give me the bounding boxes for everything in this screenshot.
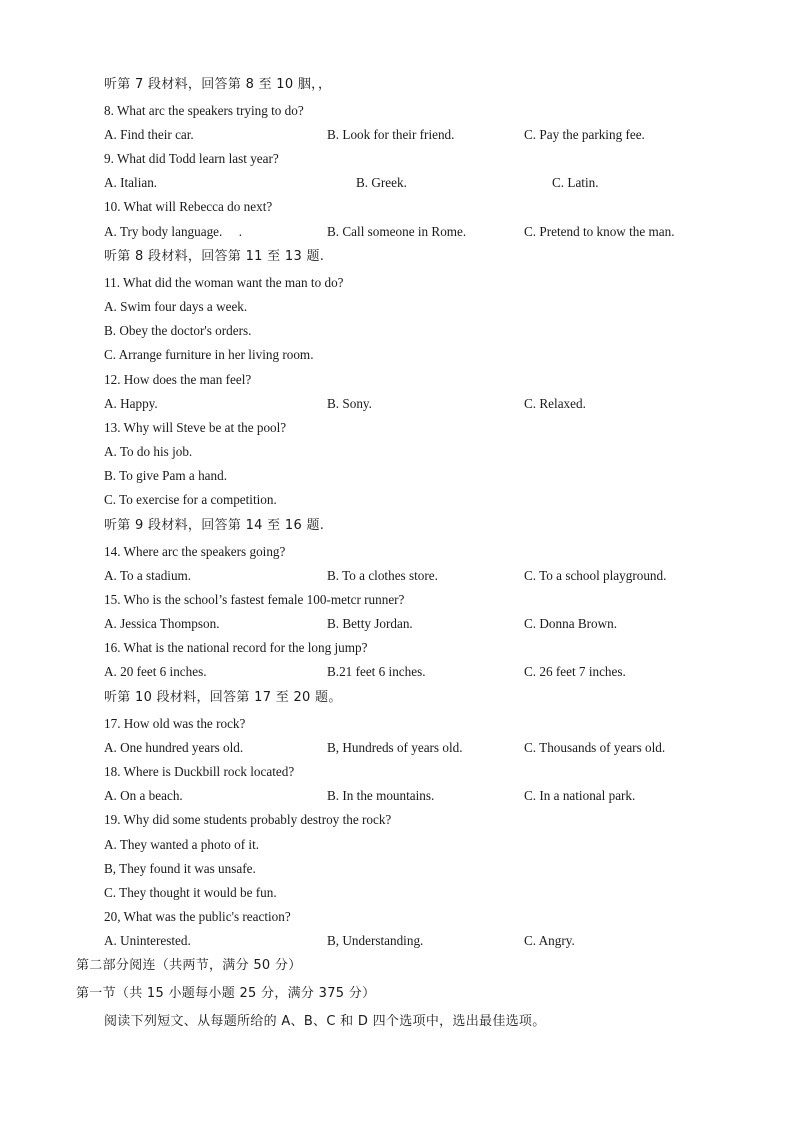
question-18-option-c: C. In a national park. [524, 788, 636, 803]
question-15-option-c: C. Donna Brown. [524, 616, 618, 631]
section-8-header: 听第 8 段材料，回答第 11 至 13 题. [104, 249, 325, 264]
question-16-option-a: A. 20 feet 6 inches. [104, 664, 207, 679]
question-9-stem: 9. What did Todd learn last year? [104, 151, 279, 166]
question-12-option-b: B. Sony. [327, 396, 372, 411]
question-12-options [0, 395, 793, 413]
section-10-header: 听第 10 段材料，回答第 17 至 20 题。 [104, 690, 342, 705]
question-17-option-a: A. One hundred years old. [104, 740, 244, 755]
question-10-stem: 10. What will Rebecca do next? [104, 199, 273, 214]
question-14-options [0, 567, 793, 585]
question-16-option-b: B.21 feet 6 inches. [327, 664, 426, 679]
question-13-option-b: B. To give Pam a hand. [104, 468, 228, 483]
question-15-stem: 15. Who is the school’s fastest female 100-metcr runner? [104, 592, 405, 607]
question-8-options [0, 126, 793, 144]
section-9-header: 听第 9 段材料，回答第 14 至 16 题. [104, 518, 325, 533]
part-2-title: 第二部分阅连（共两节，满分 50 分） [76, 958, 302, 973]
question-9-option-a: A. Italian. [104, 175, 158, 190]
question-18-option-a: A. On a beach. [104, 788, 183, 803]
question-11-option-b: B. Obey the doctor's orders. [104, 323, 252, 338]
question-10-option-c: C. Pretend to know the man. [524, 224, 675, 239]
question-16-stem: 16. What is the national record for the long jump? [104, 640, 368, 655]
question-20-options [0, 932, 793, 950]
question-18-option-b: B. In the mountains. [327, 788, 435, 803]
question-15-options [0, 615, 793, 633]
question-19-option-b: B, They found it was unsafe. [104, 861, 256, 876]
question-8-option-c: C. Pay the parking fee. [524, 127, 645, 142]
question-18-stem: 18. Where is Duckbill rock located? [104, 764, 295, 779]
question-20-stem: 20, What was the public's reaction? [104, 909, 291, 924]
question-16-options [0, 663, 793, 681]
question-19-option-c: C. They thought it would be fun. [104, 885, 277, 900]
question-11-stem: 11. What did the woman want the man to do? [104, 275, 344, 290]
question-8-option-b: B. Look for their friend. [327, 127, 455, 142]
question-20-option-b: B, Understanding. [327, 933, 424, 948]
question-9-option-b: B. Greek. [356, 175, 407, 190]
question-17-option-b: B, Hundreds of years old. [327, 740, 463, 755]
question-10-option-a: A. Try body language. . [104, 224, 243, 239]
question-12-stem: 12. How does the man feel? [104, 372, 252, 387]
question-13-stem: 13. Why will Steve be at the pool? [104, 420, 287, 435]
question-18-options [0, 787, 793, 805]
question-12-option-c: C. Relaxed. [524, 396, 586, 411]
question-11-option-c: C. Arrange furniture in her living room. [104, 347, 314, 362]
question-15-option-a: A. Jessica Thompson. [104, 616, 220, 631]
question-14-option-b: B. To a clothes store. [327, 568, 438, 583]
question-19-stem: 19. Why did some students probably destroy the rock? [104, 812, 392, 827]
question-9-options [0, 174, 793, 192]
question-14-option-c: C. To a school playground. [524, 568, 667, 583]
question-17-stem: 17. How old was the rock? [104, 716, 246, 731]
question-10-options [0, 223, 793, 241]
question-19-option-a: A. They wanted a photo of it. [104, 837, 260, 852]
question-17-options [0, 739, 793, 757]
question-11-option-a: A. Swim four days a week. [104, 299, 248, 314]
question-8-option-a: A. Find their car. [104, 127, 194, 142]
question-12-option-a: A. Happy. [104, 396, 158, 411]
question-9-option-c: C. Latin. [552, 175, 599, 190]
question-10-option-b: B. Call someone in Rome. [327, 224, 467, 239]
question-16-option-c: C. 26 feet 7 inches. [524, 664, 626, 679]
section-7-header: 听第 7 段材料，回答第 8 至 10 胭，， [104, 77, 332, 92]
question-14-option-a: A. To a stadium. [104, 568, 192, 583]
question-8-stem: 8. What arc the speakers trying to do? [104, 103, 304, 118]
part-2-section-1-title: 第一节（共 15 小题每小题 25 分，满分 375 分） [76, 986, 376, 1001]
question-13-option-c: C. To exercise for a competition. [104, 492, 277, 507]
question-15-option-b: B. Betty Jordan. [327, 616, 413, 631]
question-20-option-c: C. Angry. [524, 933, 575, 948]
part-2-instruction: 阅读下列短文、从每题所给的 A、B、C 和 D 四个选项中，选出最佳选项。 [104, 1014, 546, 1029]
question-20-option-a: A. Uninterested. [104, 933, 191, 948]
question-17-option-c: C. Thousands of years old. [524, 740, 666, 755]
question-14-stem: 14. Where arc the speakers going? [104, 544, 286, 559]
question-13-option-a: A. To do his job. [104, 444, 193, 459]
